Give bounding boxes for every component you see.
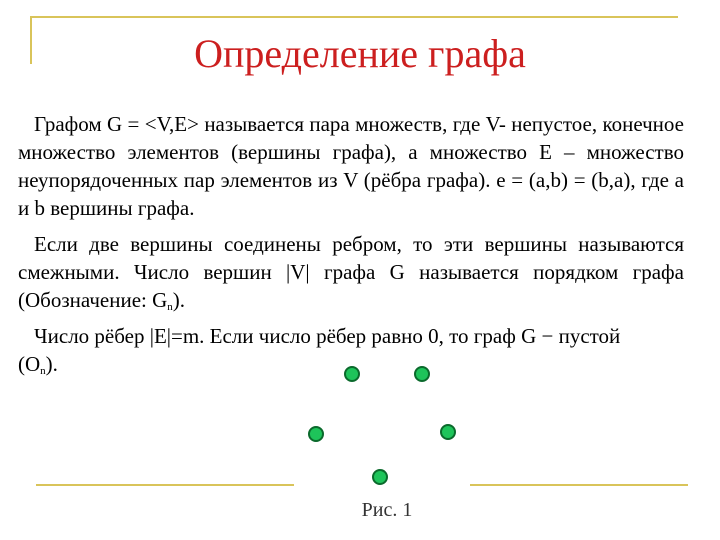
edges-text-end: ).: [45, 352, 58, 376]
graph-vertex: [344, 366, 360, 382]
graph-vertex: [414, 366, 430, 382]
adjacency-paragraph: [18, 230, 684, 321]
figure-caption: Рис. 1: [361, 499, 413, 521]
empty-graph-subscript: n: [40, 365, 46, 377]
graph-vertex: [372, 469, 388, 485]
definition-paragraph: Графом G = <V,E> называется пара множеств, где V- непустое, конечное множество элементов (вершины графа), а множество E – множество неупорядоченных пар элементов из V (рёбра графа). e = (a,b) = (b,a), где a и b вершины графа.: [18, 112, 684, 220]
adjacency-text: Если две вершины соединены ребром, то эти вершины называются смежными. Число вершин |V| графа G называется порядком графа (Обозначение: G: [18, 232, 684, 312]
slide-title: Определение графа: [194, 31, 526, 76]
adjacency-text-end: ).: [172, 288, 186, 312]
order-subscript: n: [167, 301, 173, 313]
bottom-right-decoration-line: [470, 484, 688, 486]
top-decoration-line: [30, 16, 678, 18]
graph-vertex: [308, 426, 324, 442]
bottom-left-decoration-line: [36, 484, 294, 486]
edges-paragraph: [18, 322, 638, 385]
edges-text: Число рёбер |E|=m. Если число рёбер равно 0, то граф G − пустой (O: [18, 324, 621, 376]
graph-vertex: [440, 424, 456, 440]
